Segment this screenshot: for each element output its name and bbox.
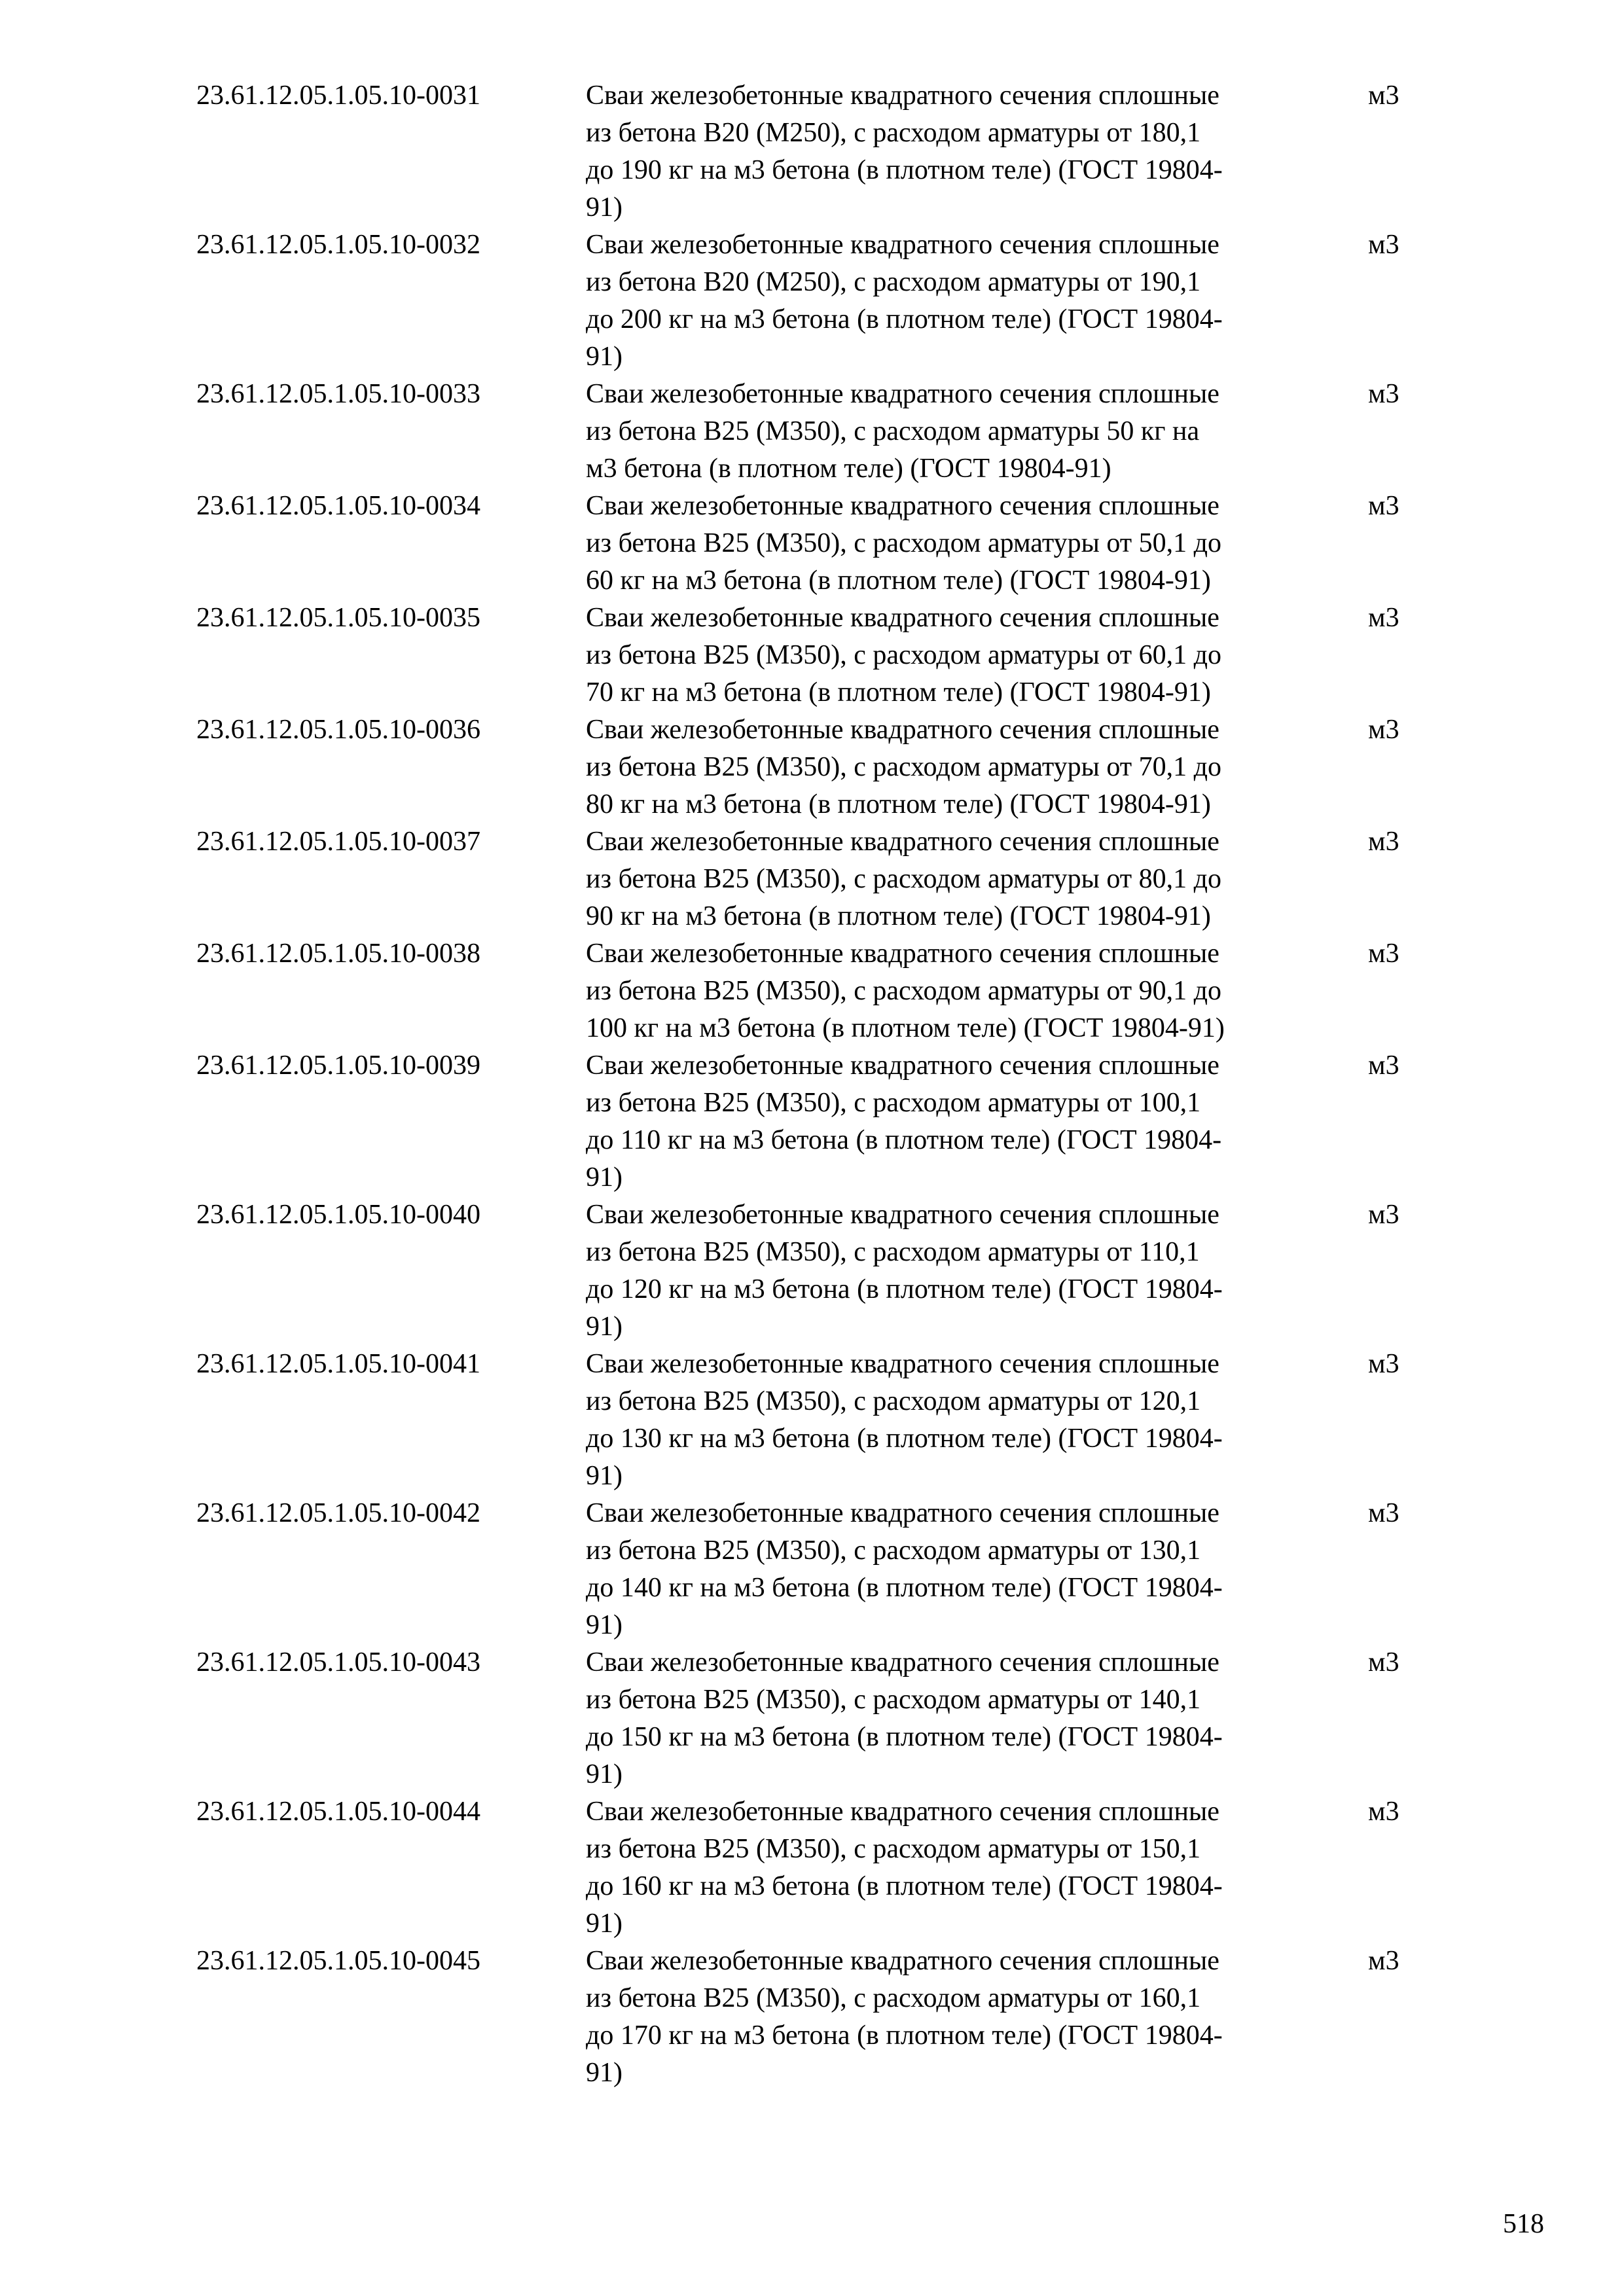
description-line: из бетона В25 (М350), с расходом арматуры от 140,1 [586, 1685, 1201, 1715]
description-line: 91) [586, 1759, 623, 1789]
description-line: из бетона В25 (М350), с расходом арматуры от 80,1 до [586, 864, 1222, 894]
table-row [196, 77, 1440, 226]
description-line: 91) [586, 342, 623, 372]
table-row [196, 1047, 1440, 1196]
description-line: Сваи железобетонные квадратного сечения сплошные [586, 379, 1219, 409]
item-unit: м3 [1368, 379, 1399, 409]
description-line: 91) [586, 192, 623, 223]
description-line: из бетона В25 (М350), с расходом арматуры от 120,1 [586, 1386, 1201, 1416]
description-line: 60 кг на м3 бетона (в плотном теле) (ГОСТ 19804-91) [586, 565, 1211, 596]
description-line: Сваи железобетонные квадратного сечения сплошные [586, 1349, 1219, 1379]
description-line: до 190 кг на м3 бетона (в плотном теле) (ГОСТ 19804- [586, 155, 1223, 185]
description-line: из бетона В25 (М350), с расходом арматуры 50 кг на [586, 416, 1200, 446]
table-row [196, 1644, 1440, 1793]
description-line: Сваи железобетонные квадратного сечения сплошные [586, 1050, 1219, 1081]
item-description [586, 226, 1355, 376]
item-unit: м3 [1368, 1050, 1399, 1081]
item-description [586, 935, 1355, 1047]
item-code: 23.61.12.05.1.05.10-0043 [196, 1647, 480, 1677]
description-line: до 160 кг на м3 бетона (в плотном теле) (ГОСТ 19804- [586, 1871, 1223, 1901]
item-unit: м3 [1368, 81, 1399, 111]
item-code: 23.61.12.05.1.05.10-0045 [196, 1946, 480, 1976]
item-code: 23.61.12.05.1.05.10-0044 [196, 1797, 480, 1827]
description-line: м3 бетона (в плотном теле) (ГОСТ 19804-91) [586, 454, 1111, 484]
description-line: 91) [586, 1312, 623, 1342]
description-line: Сваи железобетонные квадратного сечения сплошные [586, 603, 1219, 633]
item-unit: м3 [1368, 1647, 1399, 1677]
table-row [196, 600, 1440, 711]
item-unit: м3 [1368, 603, 1399, 633]
description-line: до 120 кг на м3 бетона (в плотном теле) (ГОСТ 19804- [586, 1274, 1223, 1304]
description-line: до 170 кг на м3 бетона (в плотном теле) (ГОСТ 19804- [586, 2020, 1223, 2051]
item-unit: м3 [1368, 1797, 1399, 1827]
item-code: 23.61.12.05.1.05.10-0034 [196, 491, 480, 521]
description-line: до 140 кг на м3 бетона (в плотном теле) (ГОСТ 19804- [586, 1573, 1223, 1603]
price-list [196, 77, 1440, 2092]
item-description [586, 1644, 1355, 1793]
description-line: из бетона В25 (М350), с расходом арматуры от 100,1 [586, 1088, 1201, 1118]
item-unit: м3 [1368, 1498, 1399, 1528]
item-code: 23.61.12.05.1.05.10-0039 [196, 1050, 480, 1081]
description-line: Сваи железобетонные квадратного сечения сплошные [586, 230, 1219, 260]
item-description [586, 600, 1355, 711]
description-line: 80 кг на м3 бетона (в плотном теле) (ГОСТ 19804-91) [586, 789, 1211, 819]
table-row [196, 226, 1440, 376]
page-number: 518 [1503, 2209, 1544, 2239]
description-line: до 150 кг на м3 бетона (в плотном теле) (ГОСТ 19804- [586, 1722, 1223, 1752]
item-code: 23.61.12.05.1.05.10-0038 [196, 939, 480, 969]
description-line: Сваи железобетонные квадратного сечения сплошные [586, 491, 1219, 521]
item-description [586, 1495, 1355, 1644]
description-line: Сваи железобетонные квадратного сечения сплошные [586, 1797, 1219, 1827]
table-row [196, 376, 1440, 488]
table-row [196, 935, 1440, 1047]
item-code: 23.61.12.05.1.05.10-0040 [196, 1200, 480, 1230]
item-description [586, 376, 1355, 488]
description-line: 91) [586, 2058, 623, 2088]
description-line: Сваи железобетонные квадратного сечения сплошные [586, 1946, 1219, 1976]
description-line: 91) [586, 1610, 623, 1640]
item-description [586, 823, 1355, 935]
description-line: из бетона В20 (М250), с расходом арматуры от 180,1 [586, 118, 1201, 148]
item-unit: м3 [1368, 1349, 1399, 1379]
description-line: из бетона В25 (М350), с расходом арматуры от 90,1 до [586, 976, 1222, 1006]
table-row [196, 823, 1440, 935]
description-line: из бетона В25 (М350), с расходом арматуры от 150,1 [586, 1834, 1201, 1864]
item-description [586, 1346, 1355, 1495]
description-line: до 200 кг на м3 бетона (в плотном теле) (ГОСТ 19804- [586, 304, 1223, 334]
description-line: Сваи железобетонные квадратного сечения сплошные [586, 1498, 1219, 1528]
description-line: из бетона В25 (М350), с расходом арматуры от 60,1 до [586, 640, 1222, 670]
item-code: 23.61.12.05.1.05.10-0032 [196, 230, 480, 260]
table-row [196, 1495, 1440, 1644]
item-code: 23.61.12.05.1.05.10-0035 [196, 603, 480, 633]
description-line: 100 кг на м3 бетона (в плотном теле) (ГОСТ 19804-91) [586, 1013, 1225, 1043]
item-description [586, 1943, 1355, 2092]
item-unit: м3 [1368, 230, 1399, 260]
description-line: Сваи железобетонные квадратного сечения сплошные [586, 1200, 1219, 1230]
description-line: из бетона В25 (М350), с расходом арматуры от 50,1 до [586, 528, 1222, 558]
description-line: Сваи железобетонные квадратного сечения сплошные [586, 827, 1219, 857]
item-description [586, 1196, 1355, 1346]
item-code: 23.61.12.05.1.05.10-0041 [196, 1349, 480, 1379]
item-unit: м3 [1368, 491, 1399, 521]
item-code: 23.61.12.05.1.05.10-0033 [196, 379, 480, 409]
item-unit: м3 [1368, 1946, 1399, 1976]
item-unit: м3 [1368, 827, 1399, 857]
item-code: 23.61.12.05.1.05.10-0042 [196, 1498, 480, 1528]
item-unit: м3 [1368, 939, 1399, 969]
description-line: из бетона В25 (М350), с расходом арматуры от 130,1 [586, 1535, 1201, 1566]
table-row [196, 1793, 1440, 1943]
description-line: 91) [586, 1461, 623, 1491]
item-description [586, 77, 1355, 226]
description-line: до 130 кг на м3 бетона (в плотном теле) (ГОСТ 19804- [586, 1424, 1223, 1454]
description-line: Сваи железобетонные квадратного сечения сплошные [586, 81, 1219, 111]
item-code: 23.61.12.05.1.05.10-0037 [196, 827, 480, 857]
table-row [196, 1943, 1440, 2092]
description-line: Сваи железобетонные квадратного сечения сплошные [586, 939, 1219, 969]
item-unit: м3 [1368, 1200, 1399, 1230]
description-line: из бетона В20 (М250), с расходом арматуры от 190,1 [586, 267, 1201, 297]
description-line: из бетона В25 (М350), с расходом арматуры от 160,1 [586, 1983, 1201, 2013]
description-line: 90 кг на м3 бетона (в плотном теле) (ГОСТ 19804-91) [586, 901, 1211, 931]
item-code: 23.61.12.05.1.05.10-0036 [196, 715, 480, 745]
item-description [586, 488, 1355, 600]
description-line: Сваи железобетонные квадратного сечения сплошные [586, 715, 1219, 745]
description-line: из бетона В25 (М350), с расходом арматуры от 70,1 до [586, 752, 1222, 782]
description-line: до 110 кг на м3 бетона (в плотном теле) (ГОСТ 19804- [586, 1125, 1222, 1155]
table-row [196, 711, 1440, 823]
description-line: 70 кг на м3 бетона (в плотном теле) (ГОСТ 19804-91) [586, 677, 1211, 708]
table-row [196, 1196, 1440, 1346]
table-row [196, 1346, 1440, 1495]
item-description [586, 1047, 1355, 1196]
description-line: 91) [586, 1162, 623, 1193]
description-line: Сваи железобетонные квадратного сечения сплошные [586, 1647, 1219, 1677]
description-line: из бетона В25 (М350), с расходом арматуры от 110,1 [586, 1237, 1200, 1267]
table-row [196, 488, 1440, 600]
item-description [586, 711, 1355, 823]
item-unit: м3 [1368, 715, 1399, 745]
item-code: 23.61.12.05.1.05.10-0031 [196, 81, 480, 111]
description-line: 91) [586, 1909, 623, 1939]
item-description [586, 1793, 1355, 1943]
